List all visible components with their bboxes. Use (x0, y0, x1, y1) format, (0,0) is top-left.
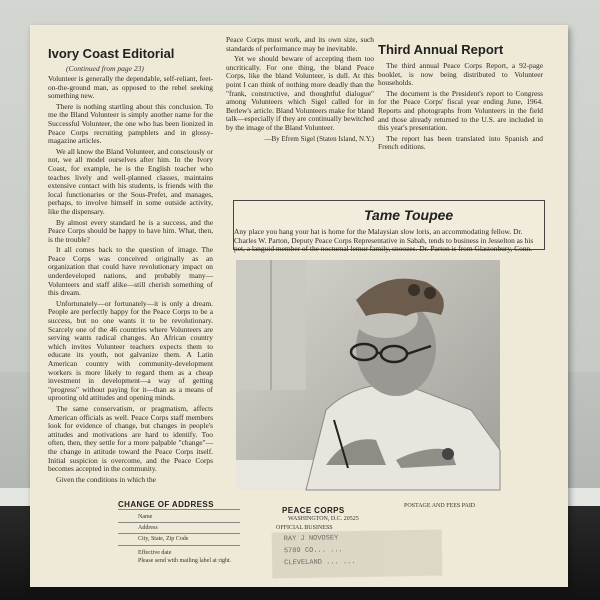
form-instructions: Please send with mailing label at right. (138, 558, 232, 564)
annual-report-body (378, 62, 543, 202)
change-of-address-title: CHANGE OF ADDRESS (118, 500, 214, 509)
field-name-label: Name (138, 514, 153, 520)
wristwatch (442, 448, 454, 460)
editorial-paragraph: There is nothing startling about this conclusion. To me the Bland Volunteer is simply another name for the Successful Volunteer, the one who has been lionized in Peace Corps recruiting pamphlets and in glossy-magazine articles. (48, 101, 213, 146)
peace-corps-org: PEACE CORPS (282, 506, 345, 515)
photo-man-with-slow-loris (236, 260, 500, 490)
middle-paragraph: Yet we should beware of accepting them too uncritically. For one thing, the bland Peace Corps, like the bland Volunteer, is dull. At this point I can think of nothing more deadly than the "frank, constructive, and thoughtful dialogue" among Volunteers which Sigel called for in Berlew's article. Bland Volunteers make for bland talk—especially if they are continually bewitched by the image of the Bland Volunteer. (226, 54, 374, 132)
middle-column (226, 36, 374, 186)
annual-report-title: Third Annual Report (378, 42, 504, 57)
editorial-paragraph: Volunteer is generally the dependable, self-reliant, feet-on-the-ground man, as opposed to the rebel seeking something new. (48, 74, 213, 101)
middle-paragraph: Peace Corps must work, and its own size, such standards of performance may be inevitable. (226, 35, 374, 53)
tame-toupee-caption: Any place you hang your hat is home for the Malaysian slow loris, an accommodating fellow. Dr. Charles W. Parton, Deputy Peace Corps Representative in Sabah, tends to business in Jesselton as his pet, a languid member of the nocturnal lemur family, snoozes. Dr. Parton is from Glastonbury, Conn. (234, 227, 534, 254)
editorial-paragraph: The same conservatism, or pragmatism, affects American officials as well. Peace Corps staff members look for evidence of change, but changes in people's attitudes and motivations are hard to identify. Too often, then, they settle for a more palpable "change"—the change in attitude toward the Peace Corps itself. Initial suspicion is overcome, and the Peace Corps becomes accepted in the community. (48, 403, 213, 474)
field-city-label: City, State, Zip Code (138, 536, 189, 542)
tame-toupee-title: Tame Toupee (364, 207, 454, 223)
annual-report-paragraph: The report has been translated into Spanish and French editions. (378, 133, 543, 152)
peace-corps-address: WASHINGTON, D.C. 20525 (288, 516, 359, 522)
form-line (118, 545, 240, 546)
label-line: 5709 CO... ... (283, 546, 343, 556)
editorial-paragraph: Given the conditions in which the (56, 474, 156, 484)
label-line: RAY J NOVOSEY (283, 534, 339, 544)
annual-report-paragraph: The third annual Peace Corps Report, a 92-page booklet, is now being distributed to Volunteer households. (378, 61, 543, 88)
official-business: OFFICIAL BUSINESS (276, 525, 333, 531)
editorial-title: Ivory Coast Editorial (48, 46, 175, 61)
mailing-label (272, 530, 443, 579)
editorial-body (48, 74, 213, 484)
field-address-label: Address (138, 525, 158, 531)
field-date-label: Effective date (138, 550, 172, 556)
form-line (118, 509, 240, 510)
annual-report-paragraph: The document is the President's report to Congress for the Peace Corps' fiscal year ending June, 1964. Reports and photographs from Volunteers in the field and those already returned to the U.S. are included in this year's presentation. (378, 88, 543, 133)
editorial-paragraph: Unfortunately—or fortunately—it is only a dream. People are perfectly happy for the Peace Corps to be a success, but no one wants it to be revolutionary. Scarcely one of the 46 countries where Volunteers are serving wants radical changes. An African country which invites Volunteer teachers expects them to educate its youth, not galvanize them. A Latin American country with community-development workers is more likely to regard them as a cheap investment in development—a way of getting "progress" without paying for it—than as a means of uprooting old attitudes and opening minds. (48, 298, 213, 403)
editorial-paragraph: It all comes back to the question of image. The Peace Corps was conceived originally as an organization that could have revolutionary impact on underdeveloped nations, and probably many—Volunteers and staff alike—still cherish something of this dream. (48, 245, 213, 298)
photo-illustration (236, 260, 500, 490)
form-line (118, 522, 240, 523)
editorial-continued: (Continued from page 23) (66, 64, 144, 73)
form-line (118, 533, 240, 534)
label-line: CLEVELAND ... ... (284, 558, 356, 568)
postage-paid: POSTAGE AND FEES PAID (404, 503, 476, 509)
editorial-paragraph: By almost every standard he is a success, and the Peace Corps should be happy to have him. What, then, is the trouble? (48, 217, 213, 244)
editorial-paragraph: We all know the Bland Volunteer, and consciously or not, we all model ourselves after him. In the Ivory Coast, for example, he is the English teacher who teaches lively and well-planned classes, maintains extensive contact with his students, is friends with the local functionaries or the Sous-Prefet, and manages, perhaps, to involve himself in some outside activity, like the dispensary. (48, 146, 213, 216)
byline: —By Efrem Sigel (Staten Island, N.Y.) (264, 134, 374, 143)
